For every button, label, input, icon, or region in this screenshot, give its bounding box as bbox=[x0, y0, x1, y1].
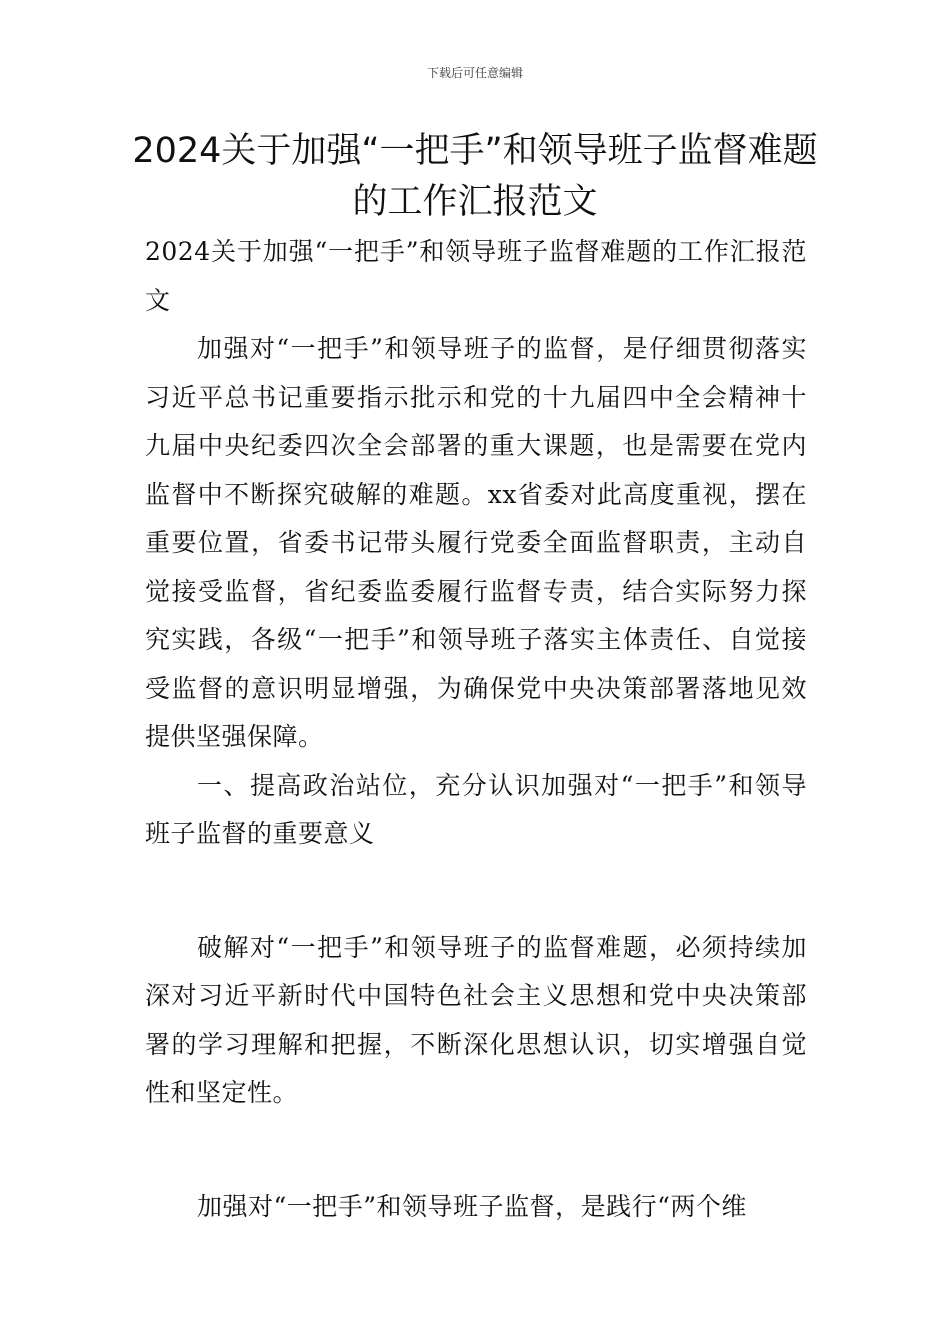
section-heading: 一、提高政治站位，充分认识加强对“一把手”和领导班子监督的重要意义 bbox=[145, 770, 807, 848]
document-title: 2024关于加强“一把手”和领导班子监督难题的工作汇报范文 bbox=[132, 131, 818, 222]
paragraph-gap bbox=[145, 859, 807, 924]
header-note: 下载后可任意编辑 bbox=[426, 66, 523, 80]
subtitle-paragraph: 2024关于加强“一把手”和领导班子监督难题的工作汇报范文 bbox=[145, 237, 807, 315]
document-body bbox=[145, 228, 807, 1231]
paragraph-gap bbox=[145, 1118, 807, 1183]
body-paragraph: 破解对“一把手”和领导班子的监督难题，必须持续加深对习近平新时代中国特色社会主义思想和党中央决策部署的学习理解和把握，不断深化思想认识，切实增强自觉性和坚定性。 bbox=[145, 932, 807, 1107]
body-paragraph: 加强对“一把手”和领导班子的监督，是仔细贯彻落实习近平总书记重要指示批示和党的十九届四中全会精神十九届中央纪委四次全会部署的重大课题，也是需要在党内监督中不断探究破解的难题。xx省委对此高度重视，摆在重要位置，省委书记带头履行党委全面监督职责，主动自觉接受监督，省纪委监委履行监督专责，结合实际努力探究实践，各级“一把手”和领导班子落实主体责任、自觉接受监督的意识明显增强，为确保党中央决策部署落地见效提供坚强保障。 bbox=[145, 334, 807, 751]
body-paragraph: 加强对“一把手”和领导班子监督，是践行“两个维 bbox=[197, 1191, 747, 1221]
